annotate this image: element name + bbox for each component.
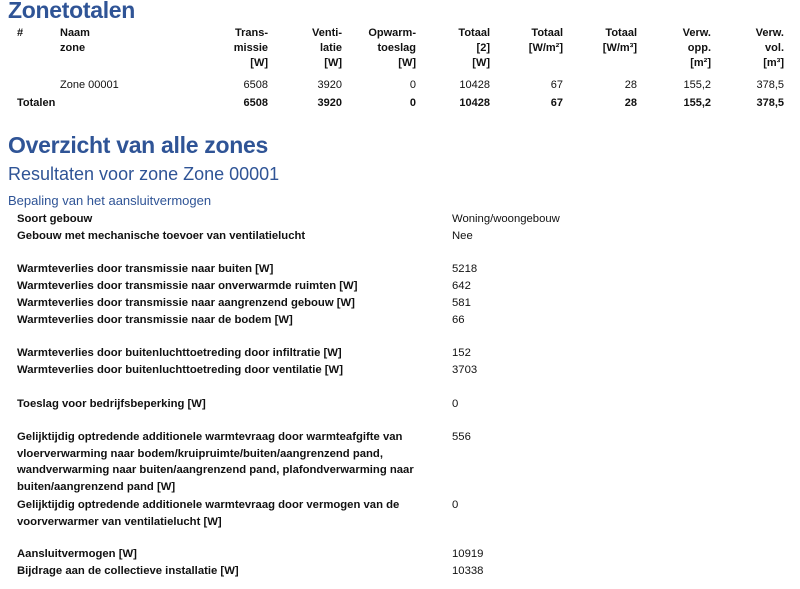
col-header-verw-opp: Verw. opp. [m²] (682, 27, 711, 69)
cell-ventilatie: 3920 (317, 79, 342, 91)
item-label: Warmteverlies door transmissie naar aangrenzend gebouw [W] (17, 297, 355, 309)
total-opwarmtoeslag: 0 (409, 97, 416, 109)
item-label: Toeslag voor bedrijfsbeperking [W] (17, 398, 206, 410)
item-value: 581 (452, 297, 471, 309)
cell-opwarmtoeslag: 0 (409, 79, 416, 91)
overzicht-title: Overzicht van alle zones (8, 132, 268, 158)
total-totaal: 10428 (459, 97, 490, 109)
item-value: 3703 (452, 364, 478, 376)
col-header-verw-vol: Verw. vol. [m³] (755, 27, 784, 69)
col-header-opwarmtoeslag: Opwarm- toeslag [W] (368, 27, 416, 69)
cell-totaal: 10428 (459, 79, 490, 91)
item-label: Gelijktijdig optredende additionele warmtevraag door vermogen van de voorverwarmer van ventilatielucht [W] (17, 499, 400, 528)
item-value: 0 (452, 499, 459, 511)
item-label: Soort gebouw (17, 213, 93, 225)
item-value: Woning/woongebouw (452, 213, 560, 225)
item-value: Nee (452, 230, 473, 242)
item-label: Warmteverlies door transmissie naar buiten [W] (17, 263, 274, 275)
item-label: Warmteverlies door transmissie naar de bodem [W] (17, 314, 293, 326)
item-label: Warmteverlies door transmissie naar onverwarmde ruimten [W] (17, 280, 358, 292)
total-totaal-wm2: 67 (550, 97, 563, 109)
col-header-totaal: Totaal [2] [W] (458, 27, 490, 69)
item-value: 0 (452, 398, 459, 410)
item-value: 152 (452, 347, 471, 359)
item-value: 556 (452, 431, 471, 443)
col-header-totaal-wm3: Totaal [W/m³] (602, 27, 637, 54)
item-label: Warmteverlies door buitenluchttoetreding door ventilatie [W] (17, 364, 343, 376)
total-ventilatie: 3920 (317, 97, 342, 109)
total-verw-vol: 378,5 (756, 97, 784, 109)
cell-totaal-wm3: 28 (624, 79, 637, 91)
cell-verw-opp: 155,2 (683, 79, 711, 91)
zonetotalen-title: Zonetotalen (8, 0, 136, 23)
totals-label: Totalen (17, 97, 56, 109)
item-value: 642 (452, 280, 471, 292)
section-heading: Bepaling van het aansluitvermogen (8, 193, 212, 208)
col-header-nr: # (17, 27, 24, 39)
item-value: 10919 (452, 548, 484, 560)
col-header-ventilatie: Venti- latie [W] (312, 27, 342, 69)
item-label: Warmteverlies door buitenluchttoetreding door infiltratie [W] (17, 347, 342, 359)
col-header-transmissie: Trans- missie [W] (233, 27, 268, 69)
col-header-naam: Naam zone (60, 27, 90, 54)
item-label: Aansluitvermogen [W] (17, 548, 137, 560)
item-value: 66 (452, 314, 465, 326)
zone-name: Zone 00001 (60, 79, 119, 91)
total-totaal-wm3: 28 (624, 97, 637, 109)
total-verw-opp: 155,2 (683, 97, 711, 109)
item-value: 10338 (452, 565, 484, 577)
total-transmissie: 6508 (243, 97, 268, 109)
cell-transmissie: 6508 (243, 79, 268, 91)
item-label: Gebouw met mechanische toevoer van ventilatielucht (17, 230, 306, 242)
item-label: Gelijktijdig optredende additionele warmtevraag door warmteafgifte van vloerverwarming naar bodem/kruipruimte/buiten/aangrenzend pand, wandverwarming naar buiten/aangrenzend pand, plafondverwarming naar buiten/aangrenzend pand [W] (17, 431, 414, 493)
zone-results-subtitle: Resultaten voor zone Zone 00001 (8, 164, 280, 184)
item-value: 5218 (452, 263, 478, 275)
cell-verw-vol: 378,5 (756, 79, 784, 91)
cell-totaal-wm2: 67 (550, 79, 563, 91)
col-header-totaal-wm2: Totaal [W/m²] (528, 27, 563, 54)
item-label: Bijdrage aan de collectieve installatie [W] (17, 565, 239, 577)
